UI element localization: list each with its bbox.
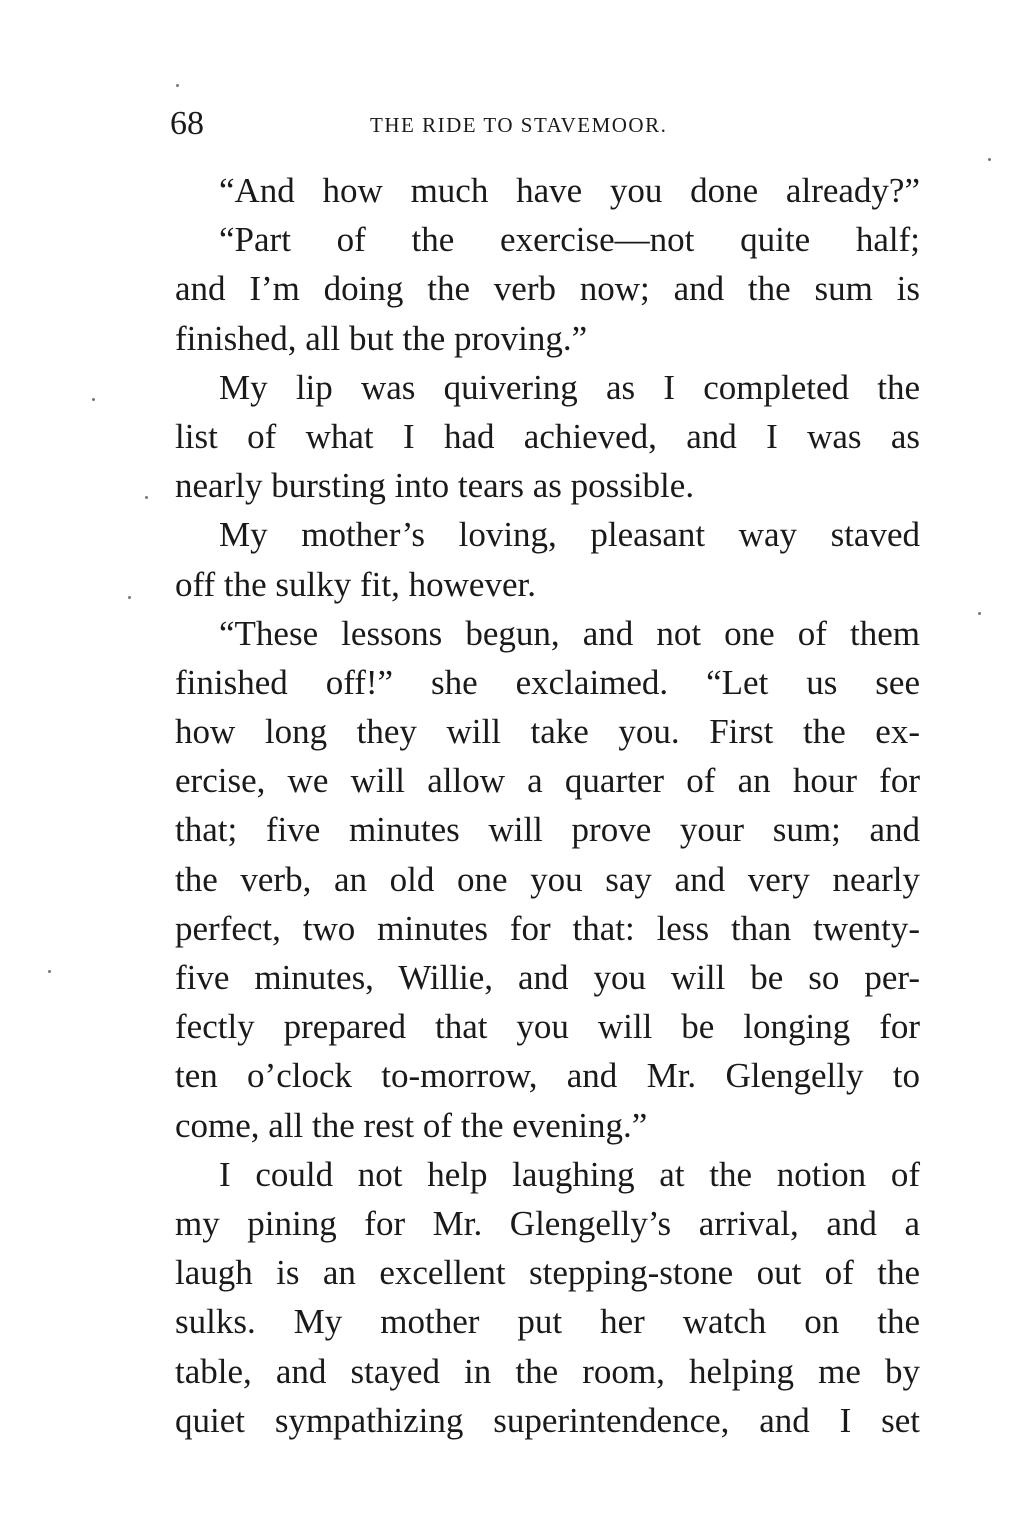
- running-title: THE RIDE TO STAVEMOOR.: [370, 113, 668, 137]
- text-line: my pining for Mr. Glengelly’s arrival, and a: [175, 1203, 920, 1243]
- paper-speck: [988, 158, 991, 161]
- text-line: “Part of the exercise—not quite half;: [219, 220, 920, 260]
- paper-speck: [978, 612, 981, 615]
- text-line: My mother’s loving, pleasant way staved: [219, 515, 920, 555]
- text-line: fectly prepared that you will be longing for: [175, 1007, 920, 1047]
- text-line: I could not help laughing at the notion of: [219, 1154, 920, 1194]
- body-text: [175, 166, 920, 1445]
- text-line: finished off!” she exclaimed. “Let us see: [175, 662, 920, 702]
- text-line: five minutes, Willie, and you will be so per-: [175, 958, 920, 997]
- paper-speck: [48, 970, 51, 973]
- text-line: “And how much have you done already?”: [219, 171, 920, 210]
- paper-speck: [176, 84, 179, 87]
- text-line: how long they will take you. First the ex-: [175, 712, 920, 752]
- text-line: ten o’clock to-morrow, and Mr. Glengelly to: [175, 1056, 920, 1096]
- text-line: and I’m doing the verb now; and the sum is: [175, 269, 920, 309]
- paper-speck: [92, 398, 95, 401]
- text-line: table, and stayed in the room, helping me by: [175, 1351, 920, 1391]
- text-line: finished, all but the proving.”: [175, 318, 588, 358]
- paper-speck: [128, 596, 131, 599]
- text-line: perfect, two minutes for that: less than twenty-: [175, 908, 920, 948]
- text-line: list of what I had achieved, and I was as: [175, 416, 920, 456]
- paper-speck: [145, 496, 148, 499]
- text-line: that; five minutes will prove your sum; and: [175, 810, 920, 850]
- text-line: laugh is an excellent stepping-stone out of the: [175, 1253, 920, 1293]
- text-line: My lip was quivering as I completed the: [219, 367, 920, 407]
- text-line: quiet sympathizing superintendence, and I set: [175, 1400, 920, 1440]
- text-line: come, all the rest of the evening.”: [175, 1105, 648, 1145]
- text-line: the verb, an old one you say and very nearly: [175, 859, 920, 899]
- text-line: sulks. My mother put her watch on the: [175, 1302, 920, 1342]
- page-number: 68: [170, 105, 204, 142]
- page-header: [170, 104, 930, 144]
- text-line: ercise, we will allow a quarter of an hour for: [175, 761, 920, 801]
- text-line: off the sulky fit, however.: [175, 564, 536, 604]
- text-line: “These lessons begun, and not one of them: [219, 613, 920, 653]
- text-line: nearly bursting into tears as possible.: [175, 466, 695, 506]
